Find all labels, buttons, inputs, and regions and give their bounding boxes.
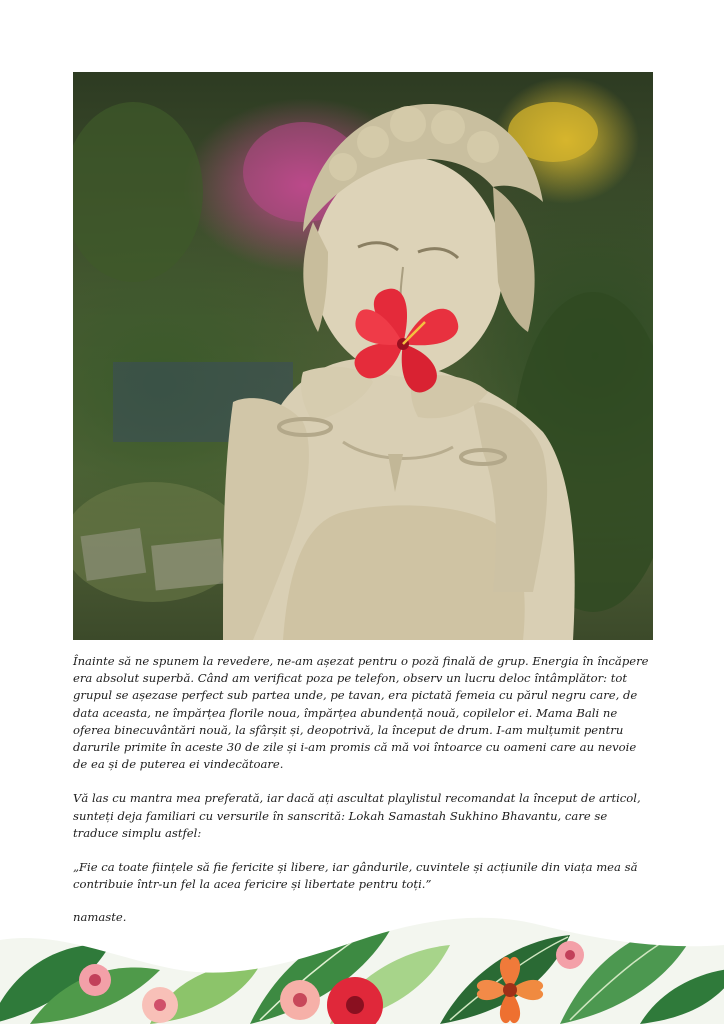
tropical-footer [0,900,724,1024]
mantra-quote: „Fie ca toate ființele să fie fericite și libere, iar gândurile, cuvintele și acțiunile din viața mea să contribuie într-un fel la acea fericire și libertate pentru toți.” [73,860,638,892]
paragraph-2: Vă las cu mantra mea preferată, iar dacă ați ascultat playlistul recomandat la început de articol, sunteți deja familiari cu versurile în sanscrită: Lokah Samastah Sukhino Bhavantu, care se traduce simplu astfel: [73,791,641,840]
tropical-leaves-and-flowers-decoration [0,900,724,1024]
signoff: namaste. [73,910,127,925]
statue-photo [73,72,653,640]
paragraph-1: Înainte să ne spunem la revedere, ne-am așezat pentru o poză finală de grup. Energia în încăpere era absolut superbă. Când am verificat poza pe telefon, observ un lucru deloc întâmplător: tot grupul se așezase perfect sub partea unde, pe tavan, era pictată femeia cu părul negru care, de data aceasta, ne împărțea florile noua, împărțea abundență nouă, copilelor ei. Mama Bali ne oferea binecuvântări nouă, la sfârșit și, deopotrivă, la început de drum. I-am mulțumit pentru darurile primite în aceste 30 de zile și i-am promis că mă voi întoarce cu oameni care au nevoie de ea și de puterea ei vindecătoare. [73,654,649,772]
statue-with-hibiscus-illustration [73,72,653,640]
